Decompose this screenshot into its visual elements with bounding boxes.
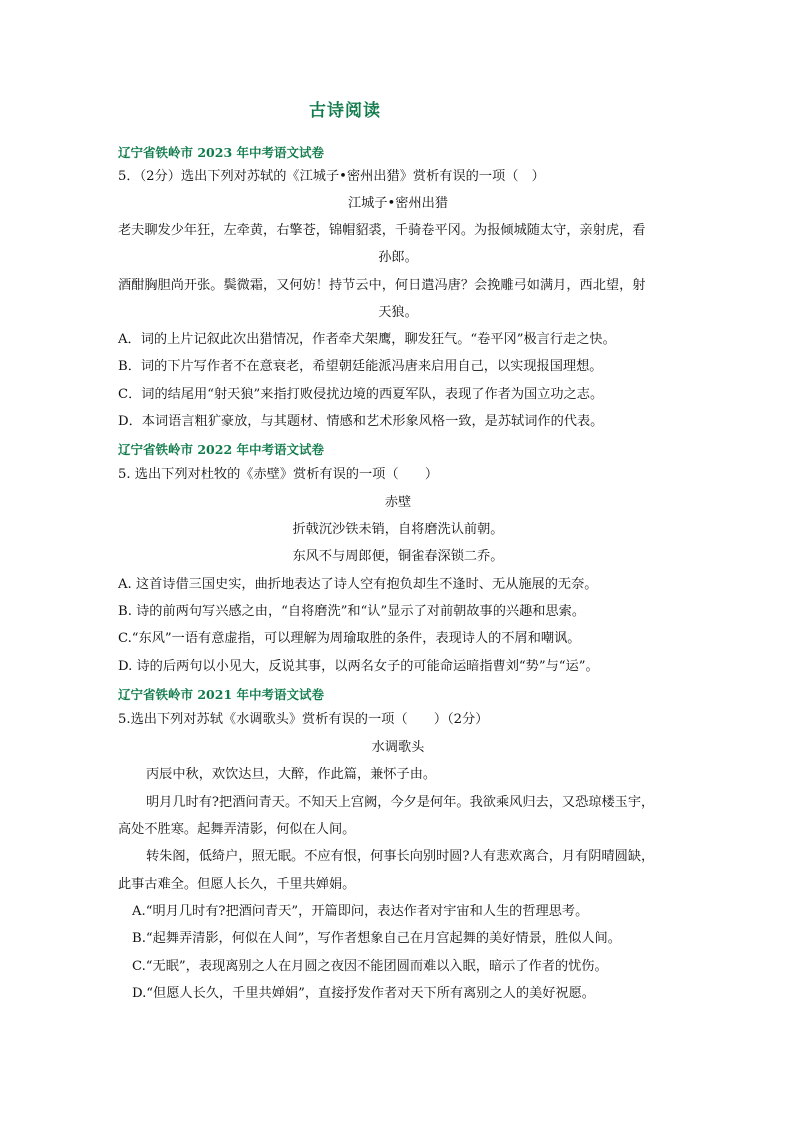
poem-line: 此事古难全。但愿人长久，千里共婵娟。 — [118, 877, 356, 892]
poem-title: 江城子•密州出猎 — [347, 196, 449, 211]
option-d: D.“但愿人长久，千里共婵娟”，直接抒发作者对天下所有离别之人的美好祝愿。 — [132, 986, 595, 1001]
poem-line: 天狼。 — [378, 305, 418, 320]
question-text: 5.选出下列对苏轼《水调歌头》赏析有误的一项（ ）（2分） — [118, 712, 489, 727]
option-b: B. 诗的前两句写兴感之由，“自将磨洗”和“认”显示了对前朝故事的兴趣和思索。 — [118, 604, 586, 619]
poem-line: 酒酣胸胆尚开张。鬓微霜，又何妨！持节云中，何日遣冯唐？会挽雕弓如满月，西北望，射 — [118, 278, 646, 293]
option-b: B．词的下片写作者不在意衰老，希望朝廷能派冯唐来启用自己，以实现报国理想。 — [118, 359, 603, 374]
poem-line: 孙郎。 — [378, 250, 418, 265]
poem-line: 折戟沉沙铁未销，自将磨洗认前朝。 — [292, 522, 504, 537]
question-text: 5. 选出下列对杜牧的《赤壁》赏析有误的一项（ ） — [118, 467, 439, 482]
poem-line: 高处不胜寒。起舞弄清影，何似在人间。 — [118, 822, 356, 837]
source-heading: 辽宁省铁岭市 2022 年中考语文试卷 — [118, 442, 324, 457]
option-c: C.“无眠”，表现离别之人在月圆之夜因不能团圆而难以入眠，暗示了作者的忧伤。 — [132, 959, 608, 974]
option-d: D. 诗的后两句以小见大，反说其事，以两名女子的可能命运暗指曹刘“势”与“运”。 — [118, 659, 599, 674]
poem-title: 赤壁 — [384, 495, 412, 510]
poem-line: 老夫聊发少年狂，左牵黄，右擎苍，锦帽貂裘，千骑卷平冈。为报倾城随太守，亲射虎，看 — [118, 223, 646, 238]
source-heading: 辽宁省铁岭市 2023 年中考语文试卷 — [118, 145, 324, 160]
option-a: A．词的上片记叙此次出猎情况，作者牵犬架鹰，聊发狂气。“卷平冈”极言行走之快。 — [118, 332, 616, 347]
option-a: A.“明月几时有?把酒问青天”，开篇即问，表达作者对宇宙和人生的哲理思考。 — [132, 904, 589, 919]
option-b: B.“起舞弄清影，何似在人间”，写作者想象自己在月宫起舞的美好情景，胜似人间。 — [132, 931, 621, 946]
poem-title: 水调歌头 — [371, 740, 425, 755]
option-c: C．词的结尾用“射天狼”来指打败侵扰边境的西夏军队，表现了作者为国立功之志。 — [118, 387, 604, 402]
source-heading: 辽宁省铁岭市 2021 年中考语文试卷 — [118, 687, 324, 702]
option-d: D．本词语言粗犷豪放，与其题材、情感和艺术形象风格一致，是苏轼词作的代表。 — [118, 414, 604, 429]
page-title: 古诗阅读 — [309, 101, 381, 121]
poem-line: 转朱阁，低绮户，照无眠。不应有恨，何事长向别时圆?人有悲欢离合，月有阴晴圆缺， — [146, 849, 655, 864]
question-text: 5．（2分）选出下列对苏轼的《江城子•密州出猎》赏析有误的一项（ ） — [118, 169, 545, 184]
poem-preface: 丙辰中秋，欢饮达旦，大醉，作此篇，兼怀子由。 — [146, 767, 437, 782]
poem-line: 明月几时有?把酒问青天。不知天上宫阙，今夕是何年。我欲乘风归去，又恐琼楼玉宇， — [146, 795, 655, 810]
option-c: C.“东风”一语有意虚指，可以理解为周瑜取胜的条件，表现诗人的不屑和嘲讽。 — [118, 631, 581, 646]
poem-line: 东风不与周郎便，铜雀春深锁二乔。 — [292, 549, 504, 564]
option-a: A. 这首诗借三国史实，曲折地表达了诗人空有抱负却生不逢时、无从施展的无奈。 — [118, 577, 598, 592]
